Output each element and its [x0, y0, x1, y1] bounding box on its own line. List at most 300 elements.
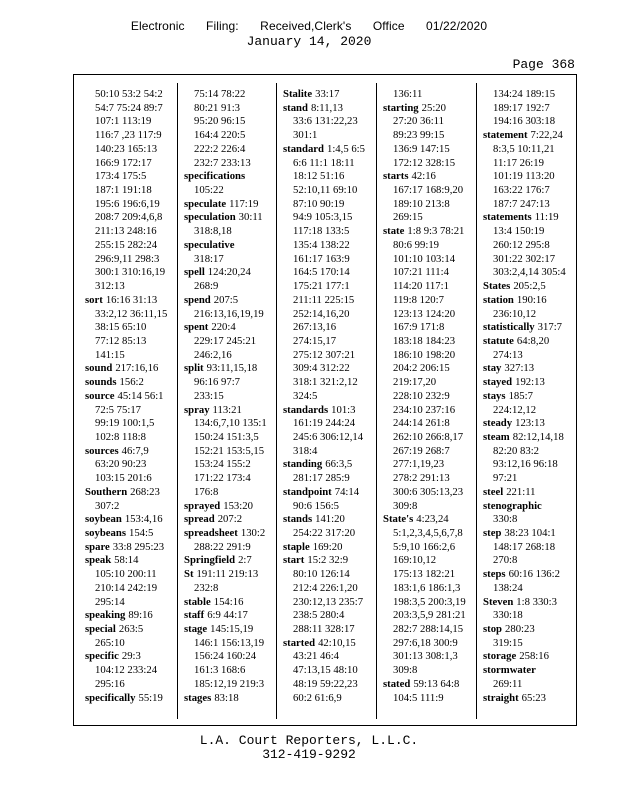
index-word: started: [283, 636, 316, 649]
index-column-3: [283, 88, 379, 718]
index-entry-continuation: [483, 225, 579, 239]
index-entry-continuation: [483, 637, 579, 651]
page-line-refs: 288:11 328:17: [293, 623, 355, 636]
page-line-refs: 60:2 61:6,9: [293, 691, 342, 704]
page-line-refs: 99:19 100:1,5: [95, 417, 155, 430]
index-word: storage: [483, 650, 517, 663]
page-line-refs: 189:10 213:8: [393, 197, 450, 210]
index-entry-continuation: [85, 225, 181, 239]
index-entry-continuation: [85, 417, 181, 431]
index-word: specific: [85, 650, 119, 663]
index-entry: [85, 390, 181, 404]
index-entry-continuation: [383, 637, 479, 651]
index-entry-continuation: [383, 568, 479, 582]
index-entry-continuation: [85, 349, 181, 363]
index-word: source: [85, 389, 115, 402]
page-line-refs: 205:2,5: [513, 280, 546, 293]
index-word: State's: [383, 513, 414, 526]
index-entry-continuation: [283, 362, 379, 376]
page-line-refs: 255:15 282:24: [95, 238, 158, 251]
page-line-refs: 135:4 138:22: [293, 238, 350, 251]
index-entry-continuation: [184, 637, 280, 651]
index-entry: [85, 362, 181, 376]
page-line-refs: 163:22 176:7: [493, 184, 550, 197]
index-entry: [184, 404, 280, 418]
page-line-refs: 175:21 177:1: [293, 280, 350, 293]
index-entry: [184, 596, 280, 610]
page-line-refs: 16:16 31:13: [105, 293, 158, 306]
index-entry-continuation: [383, 623, 479, 637]
page-line-refs: 173:4 175:5: [95, 170, 147, 183]
index-entry: [184, 239, 280, 253]
page-line-refs: 301:13 308:1,3: [393, 650, 458, 663]
page-line-refs: 296:9,11 298:3: [95, 252, 160, 265]
page-line-refs: 244:14 261:8: [393, 417, 450, 430]
page-line-refs: 93:11,15,18: [206, 362, 258, 375]
index-entry: [85, 650, 181, 664]
index-entry-continuation: [85, 431, 181, 445]
page-line-refs: 30:11: [238, 211, 263, 224]
index-word: Steven: [483, 595, 514, 608]
page-line-refs: 134:6,7,10 135:1: [194, 417, 267, 430]
index-word: sprayed: [184, 499, 221, 512]
index-entry-continuation: [85, 143, 181, 157]
index-word: soybean: [85, 513, 122, 526]
index-entry-continuation: [283, 445, 379, 459]
page-line-refs: 309:8: [393, 664, 418, 677]
index-entry-continuation: [483, 198, 579, 212]
page-line-refs: 25:20: [421, 101, 446, 114]
page-line-refs: 145:15,19: [210, 623, 254, 636]
page-line-refs: 274:13: [493, 348, 523, 361]
index-entry-continuation: [383, 472, 479, 486]
page-line-refs: 33:2,12 36:11,15: [95, 307, 168, 320]
index-entry: [184, 623, 280, 637]
index-entry-continuation: [283, 376, 379, 390]
page-line-refs: 94:9 105:3,15: [293, 211, 353, 224]
page-line-refs: 309:4 312:22: [293, 362, 350, 375]
index-entry: [184, 554, 280, 568]
index-word: Southern: [85, 485, 128, 498]
index-entry-continuation: [283, 623, 379, 637]
index-word: sources: [85, 444, 119, 457]
index-entry: [184, 211, 280, 225]
index-entry: [85, 513, 181, 527]
index-word: steps: [483, 568, 506, 581]
page-line-refs: 80:21 91:3: [194, 101, 241, 114]
index-entry-continuation: [85, 568, 181, 582]
page-line-refs: 148:17 268:18: [493, 540, 556, 553]
index-entry-continuation: [184, 225, 280, 239]
index-entry-continuation: [283, 294, 379, 308]
index-entry: [85, 554, 181, 568]
page-line-refs: 183:18 184:23: [393, 334, 456, 347]
index-entry: [483, 390, 579, 404]
index-word: stayed: [483, 376, 513, 389]
index-word: stable: [184, 595, 211, 608]
index-entry-continuation: [85, 184, 181, 198]
page-line-refs: 6:9 44:17: [207, 609, 248, 622]
index-entry-continuation: [383, 239, 479, 253]
page-line-refs: 105:22: [194, 184, 224, 197]
page-line-refs: 42:16: [411, 170, 436, 183]
page-line-refs: 75:14 78:22: [194, 88, 246, 100]
index-word: state: [383, 225, 405, 238]
index-word: step: [483, 527, 502, 539]
index-entry-continuation: [283, 157, 379, 171]
index-entry-continuation: [283, 211, 379, 225]
index-word: standards: [283, 403, 329, 416]
page-line-refs: 187:7 247:13: [493, 197, 550, 210]
index-entry-continuation: [483, 541, 579, 555]
index-entry: [483, 692, 579, 706]
page-line-refs: 175:13 182:21: [393, 568, 456, 581]
index-entry-continuation: [383, 376, 479, 390]
index-entry-continuation: [383, 198, 479, 212]
page-line-refs: 1:4,5 6:5: [326, 142, 365, 155]
index-entry-continuation: [383, 445, 479, 459]
page-line-refs: 38:15 65:10: [95, 321, 147, 334]
page-line-refs: 301:1: [293, 129, 318, 142]
index-word: States: [483, 280, 511, 293]
index-entry-continuation: [383, 650, 479, 664]
index-entry: [184, 500, 280, 514]
index-entry-continuation: [184, 390, 280, 404]
page-line-refs: 59:13 64:8: [413, 677, 460, 690]
index-entry: [383, 102, 479, 116]
page-line-refs: 220:4: [211, 321, 236, 334]
index-entry: [85, 445, 181, 459]
page-line-refs: 5:9,10 166:2,6: [393, 540, 456, 553]
index-entry-continuation: [283, 527, 379, 541]
page-line-refs: 324:5: [293, 389, 318, 402]
index-entry-continuation: [85, 157, 181, 171]
page-line-refs: 2:7: [238, 554, 252, 567]
page-line-refs: 80:6 99:19: [393, 238, 440, 251]
index-word: standard: [283, 142, 324, 155]
page-line-refs: 77:12 85:13: [95, 334, 147, 347]
index-entry: [184, 609, 280, 623]
index-entry: [184, 362, 280, 376]
page-line-refs: 101:19 113:20: [493, 170, 555, 183]
index-entry: [483, 650, 579, 664]
index-entry: [383, 225, 479, 239]
index-entry-continuation: [383, 390, 479, 404]
page-line-refs: 27:20 36:11: [393, 115, 444, 128]
page-line-refs: 130:2: [240, 527, 266, 539]
index-entry-continuation: [283, 308, 379, 322]
page-line-refs: 95:20 96:15: [194, 115, 246, 128]
page-line-refs: 169:20: [312, 540, 343, 553]
page-line-refs: 161:17 163:9: [293, 252, 350, 265]
index-entry: [383, 513, 479, 527]
page-line-refs: 268:23: [130, 485, 160, 498]
page-line-refs: 107:21 111:4: [393, 266, 449, 279]
index-entry-continuation: [483, 445, 579, 459]
index-entry-continuation: [85, 404, 181, 418]
page-line-refs: 140:23 165:13: [95, 142, 158, 155]
page-line-refs: 194:16 303:18: [493, 115, 556, 128]
index-entry-continuation: [85, 253, 181, 267]
index-entry-continuation: [383, 362, 479, 376]
index-entry-continuation: [184, 349, 280, 363]
index-entry-continuation: [283, 596, 379, 610]
page-line-refs: 15:2 32:9: [307, 554, 349, 567]
index-entry: [184, 321, 280, 335]
page-line-refs: 228:10 232:9: [393, 389, 450, 402]
page-line-refs: 136:9 147:15: [393, 142, 450, 155]
index-entry: [483, 486, 579, 500]
page-line-refs: 216:13,16,19,19: [194, 307, 264, 320]
page-line-refs: 154:16: [213, 595, 244, 608]
page-line-refs: 300:6 305:13,23: [393, 485, 464, 498]
index-entry: [483, 417, 579, 431]
page-line-refs: 185:12,19 219:3: [194, 677, 265, 690]
index-word: spent: [184, 321, 209, 334]
index-entry-continuation: [383, 431, 479, 445]
word-index-box: [73, 74, 577, 726]
page-line-refs: 297:6,18 300:9: [393, 636, 458, 649]
page-line-refs: 43:21 46:4: [293, 650, 340, 663]
index-entry-continuation: [383, 335, 479, 349]
page-line-refs: 185:7: [508, 389, 533, 402]
index-entry-continuation: [283, 129, 379, 143]
index-entry: [483, 500, 579, 514]
page-line-refs: 203:3,5,9 281:21: [393, 609, 466, 622]
index-word: start: [283, 554, 305, 567]
column-divider: [476, 83, 477, 719]
index-word: stay: [483, 362, 502, 375]
page-line-refs: 204:2 206:15: [393, 362, 450, 375]
index-entry-continuation: [283, 170, 379, 184]
index-word: stormwater: [483, 664, 536, 677]
page-line-refs: 280:23: [505, 623, 535, 636]
page-line-refs: 141:15: [95, 348, 125, 361]
page-line-refs: 265:10: [95, 636, 125, 649]
index-entry-continuation: [383, 609, 479, 623]
page-line-refs: 33:8 295:23: [112, 540, 165, 553]
index-entry: [184, 198, 280, 212]
page-line-refs: 123:13 124:20: [393, 307, 456, 320]
page-line-refs: 11:19: [534, 211, 559, 224]
index-entry-continuation: [383, 308, 479, 322]
index-entry-continuation: [184, 115, 280, 129]
page-line-refs: 303:2,4,14 305:4: [493, 266, 566, 279]
index-entry: [283, 404, 379, 418]
page-line-refs: 54:7 75:24 89:7: [95, 101, 163, 114]
index-column-4: [383, 88, 479, 718]
page-line-refs: 238:5 280:4: [293, 609, 345, 622]
page-line-refs: 117:18 133:5: [293, 225, 350, 238]
index-entry-continuation: [383, 280, 479, 294]
index-entry-continuation: [283, 184, 379, 198]
page-line-refs: 164:4 220:5: [194, 129, 246, 142]
index-word: spray: [184, 403, 210, 416]
index-word: Stalite: [283, 88, 313, 100]
page-line-refs: 153:4,16: [124, 513, 163, 526]
index-entry-continuation: [184, 417, 280, 431]
page-line-refs: 282:7 288:14,15: [393, 623, 464, 636]
index-word: specifically: [85, 691, 136, 704]
page-line-refs: 176:8: [194, 485, 219, 498]
index-entry-continuation: [184, 664, 280, 678]
index-entry-continuation: [383, 349, 479, 363]
page-line-refs: 83:18: [214, 691, 239, 704]
page-line-refs: 269:11: [493, 677, 523, 690]
page-line-refs: 89:23 99:15: [393, 129, 445, 142]
index-word: specifications: [184, 170, 246, 183]
page-line-refs: 307:2: [95, 499, 120, 512]
index-word: stands: [283, 513, 313, 526]
page-line-refs: 33:6 131:22,23: [293, 115, 358, 128]
page-line-refs: 183:1,6 186:1,3: [393, 581, 461, 594]
page-line-refs: 138:24: [493, 581, 523, 594]
index-entry-continuation: [483, 458, 579, 472]
page-line-refs: 33:17: [315, 88, 340, 100]
index-entry-continuation: [483, 170, 579, 184]
index-word: steam: [483, 430, 510, 443]
index-entry-continuation: [85, 664, 181, 678]
index-entry-continuation: [383, 596, 479, 610]
court-reporter-phone: 312-419-9292: [262, 747, 356, 762]
page-line-refs: 229:17 245:21: [194, 334, 257, 347]
page-line-refs: 217:16,16: [115, 362, 159, 375]
index-entry-continuation: [483, 102, 579, 116]
index-column-1: [85, 88, 181, 718]
index-entry: [483, 568, 579, 582]
index-entry-continuation: [383, 88, 479, 102]
index-entry-continuation: [85, 170, 181, 184]
index-entry-continuation: [483, 239, 579, 253]
index-entry-continuation: [283, 664, 379, 678]
index-entry: [483, 321, 579, 335]
page-line-refs: 319:15: [493, 636, 523, 649]
page-line-refs: 146:1 156:13,19: [194, 636, 265, 649]
index-entry: [184, 527, 280, 541]
page-line-refs: 63:20 90:23: [95, 458, 147, 471]
index-entry-continuation: [483, 582, 579, 596]
page-line-refs: 295:16: [95, 677, 125, 690]
column-divider: [276, 83, 277, 719]
index-entry-continuation: [85, 500, 181, 514]
page-line-refs: 117:19: [229, 197, 259, 210]
index-entry-continuation: [85, 102, 181, 116]
filing-stamp-part: Electronic: [130, 19, 185, 33]
page-line-refs: 55:19: [138, 691, 163, 704]
index-entry-continuation: [85, 198, 181, 212]
page-line-refs: 189:17 192:7: [493, 101, 550, 114]
index-entry-continuation: [483, 157, 579, 171]
index-word: stage: [184, 623, 208, 636]
index-word: statement: [483, 129, 528, 142]
index-entry-continuation: [283, 678, 379, 692]
index-entry-continuation: [383, 404, 479, 418]
page-line-refs: 232:7 233:13: [194, 156, 251, 169]
page-line-refs: 103:15 201:6: [95, 472, 152, 485]
index-entry-continuation: [283, 335, 379, 349]
index-entry-continuation: [283, 500, 379, 514]
index-word: staple: [283, 540, 310, 553]
page-line-refs: 301:22 302:17: [493, 252, 556, 265]
index-entry: [184, 294, 280, 308]
page-line-refs: 50:10 53:2 54:2: [95, 88, 163, 100]
page-line-refs: 252:14,16,20: [293, 307, 350, 320]
index-entry-continuation: [184, 88, 280, 102]
index-entry-continuation: [85, 582, 181, 596]
page-line-refs: 1:8 9:3 78:21: [407, 225, 465, 238]
index-entry: [483, 129, 579, 143]
page-line-refs: 300:1 310:16,19: [95, 266, 166, 279]
index-entry-continuation: [483, 143, 579, 157]
index-word: speculative: [184, 238, 235, 251]
page-line-refs: 5:1,2,3,4,5,6,7,8: [393, 527, 463, 539]
column-divider: [177, 83, 178, 719]
index-entry: [283, 554, 379, 568]
index-entry-continuation: [85, 280, 181, 294]
page-line-refs: 166:9 172:17: [95, 156, 152, 169]
index-entry-continuation: [483, 253, 579, 267]
index-word: stages: [184, 691, 212, 704]
index-entry-continuation: [483, 266, 579, 280]
index-word: sound: [85, 362, 113, 375]
index-entry-continuation: [483, 554, 579, 568]
page-line-refs: 136:11: [393, 88, 423, 100]
page-line-refs: 64:8,20: [516, 334, 550, 347]
page-line-refs: 48:19 59:22,23: [293, 677, 358, 690]
index-entry-continuation: [184, 541, 280, 555]
page-line-refs: 11:17 26:19: [493, 156, 544, 169]
page-line-refs: 124:20,24: [207, 266, 251, 279]
page-line-refs: 191:11 219:13: [196, 568, 259, 581]
index-entry-continuation: [383, 321, 479, 335]
page-line-refs: 1:8 330:3: [516, 595, 557, 608]
index-entry-continuation: [383, 184, 479, 198]
index-entry-continuation: [184, 582, 280, 596]
page-line-refs: 45:14 56:1: [117, 389, 164, 402]
page-line-refs: 212:4 226:1,20: [293, 581, 358, 594]
index-entry: [383, 170, 479, 184]
page-line-refs: 60:16 136:2: [508, 568, 560, 581]
index-entry-continuation: [283, 390, 379, 404]
page-line-refs: 192:13: [515, 376, 545, 389]
index-entry: [184, 266, 280, 280]
page-line-refs: 104:12 233:24: [95, 664, 158, 677]
page-line-refs: 96:16 97:7: [194, 376, 241, 389]
index-entry-continuation: [184, 184, 280, 198]
index-entry: [483, 431, 579, 445]
index-entry-continuation: [85, 266, 181, 280]
index-entry: [483, 362, 579, 376]
page-line-refs: 58:14: [114, 554, 139, 567]
index-entry: [483, 211, 579, 225]
page-line-refs: 156:2: [119, 376, 144, 389]
index-entry-continuation: [184, 102, 280, 116]
index-word: statute: [483, 334, 514, 347]
index-entry-continuation: [383, 554, 479, 568]
page-line-refs: 318:8,18: [194, 225, 232, 238]
page-line-refs: 254:22 317:20: [293, 527, 356, 539]
index-entry-continuation: [85, 211, 181, 225]
index-entry-continuation: [283, 266, 379, 280]
page-line-refs: 270:8: [493, 554, 518, 567]
index-word: standpoint: [283, 485, 332, 498]
column-divider: [376, 83, 377, 719]
page-line-refs: 7:22,24: [530, 129, 563, 142]
page-line-refs: 97:21: [493, 472, 518, 485]
page-line-refs: 169:10,12: [393, 554, 437, 567]
index-entry-continuation: [483, 472, 579, 486]
index-entry: [483, 294, 579, 308]
